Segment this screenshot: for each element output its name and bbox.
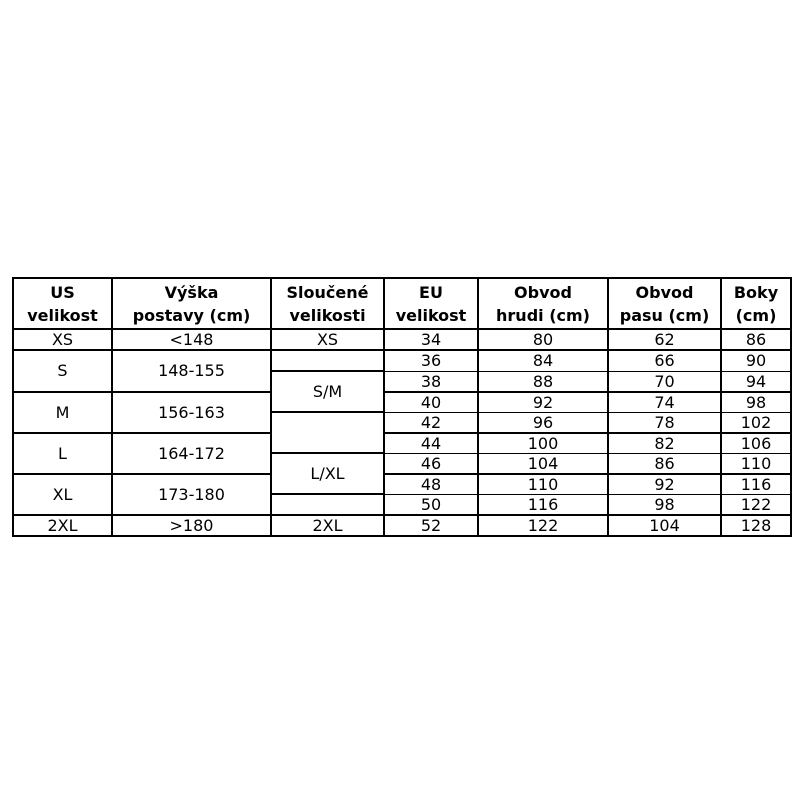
header-cell-hips — [721, 278, 791, 329]
cell-eu-size: 36 — [384, 350, 478, 371]
cell-hips: 128 — [721, 515, 791, 536]
header-cell-height — [112, 278, 271, 329]
cell-chest: 84 — [478, 350, 608, 371]
cell-waist: 82 — [608, 433, 721, 454]
cell-waist: 98 — [608, 494, 721, 515]
cell-hips: 102 — [721, 412, 791, 433]
table-row — [13, 515, 791, 536]
cell-eu-size: 50 — [384, 494, 478, 515]
cell-merged-size — [271, 412, 384, 453]
cell-hips: 116 — [721, 474, 791, 495]
header-us-line2: velikost — [27, 305, 98, 325]
cell-height-range: 173-180 — [112, 474, 271, 516]
header-hips-line2: (cm) — [735, 305, 777, 325]
cell-waist: 74 — [608, 392, 721, 413]
cell-us-size: M — [13, 392, 112, 433]
cell-us-size: S — [13, 350, 112, 392]
cell-eu-size: 34 — [384, 329, 478, 350]
cell-merged-size: XS — [271, 329, 384, 350]
table-row — [13, 392, 791, 413]
cell-hips: 94 — [721, 371, 791, 392]
header-height-line1: Výška — [164, 282, 219, 302]
cell-hips: 86 — [721, 329, 791, 350]
cell-waist: 66 — [608, 350, 721, 371]
header-cell-us-size — [13, 278, 112, 329]
cell-eu-size: 42 — [384, 412, 478, 433]
cell-waist: 62 — [608, 329, 721, 350]
header-row — [13, 278, 791, 329]
cell-us-size: L — [13, 433, 112, 474]
cell-height-range: 148-155 — [112, 350, 271, 392]
cell-waist: 92 — [608, 474, 721, 495]
header-hips-line1: Boky — [733, 282, 779, 302]
cell-merged-size — [271, 350, 384, 371]
cell-chest: 92 — [478, 392, 608, 413]
cell-eu-size: 46 — [384, 453, 478, 474]
header-cell-eu-size — [384, 278, 478, 329]
header-cell-chest — [478, 278, 608, 329]
cell-eu-size: 44 — [384, 433, 478, 454]
header-merged-line2: velikosti — [289, 305, 366, 325]
cell-chest: 96 — [478, 412, 608, 433]
table-row — [13, 433, 791, 454]
table-row — [13, 474, 791, 495]
header-eu-line1: EU — [419, 282, 443, 302]
header-eu-line2: velikost — [395, 305, 467, 325]
cell-hips: 90 — [721, 350, 791, 371]
header-cell-merged-size — [271, 278, 384, 329]
header-cell-waist — [608, 278, 721, 329]
cell-merged-size — [271, 494, 384, 515]
cell-chest: 80 — [478, 329, 608, 350]
table-row — [13, 329, 791, 350]
cell-chest: 110 — [478, 474, 608, 495]
cell-merged-size: S/M — [271, 371, 384, 412]
size-chart-table — [12, 277, 792, 537]
cell-waist: 70 — [608, 371, 721, 392]
cell-hips: 106 — [721, 433, 791, 454]
cell-us-size: XS — [13, 329, 112, 350]
cell-chest: 116 — [478, 494, 608, 515]
cell-eu-size: 40 — [384, 392, 478, 413]
cell-eu-size: 38 — [384, 371, 478, 392]
cell-waist: 86 — [608, 453, 721, 474]
table-row — [13, 350, 791, 371]
header-chest-line2: hrudi (cm) — [496, 305, 590, 325]
header-height-line2: postavy (cm) — [132, 305, 251, 325]
header-chest-line1: Obvod — [514, 282, 572, 302]
cell-chest: 100 — [478, 433, 608, 454]
cell-height-range: >180 — [112, 515, 271, 536]
cell-chest: 122 — [478, 515, 608, 536]
header-waist-line1: Obvod — [635, 282, 694, 302]
cell-chest: 104 — [478, 453, 608, 474]
cell-height-range: <148 — [112, 329, 271, 350]
cell-merged-size: 2XL — [271, 515, 384, 536]
cell-chest: 88 — [478, 371, 608, 392]
cell-height-range: 156-163 — [112, 392, 271, 433]
cell-merged-size: L/XL — [271, 453, 384, 494]
header-waist-line2: pasu (cm) — [619, 305, 710, 325]
header-us-line1: US — [50, 282, 75, 302]
cell-hips: 110 — [721, 453, 791, 474]
cell-waist: 104 — [608, 515, 721, 536]
cell-hips: 98 — [721, 392, 791, 413]
cell-height-range: 164-172 — [112, 433, 271, 474]
cell-waist: 78 — [608, 412, 721, 433]
cell-eu-size: 52 — [384, 515, 478, 536]
cell-us-size: XL — [13, 474, 112, 516]
cell-hips: 122 — [721, 494, 791, 515]
cell-eu-size: 48 — [384, 474, 478, 495]
cell-us-size: 2XL — [13, 515, 112, 536]
header-merged-line1: Sloučené — [286, 282, 369, 302]
